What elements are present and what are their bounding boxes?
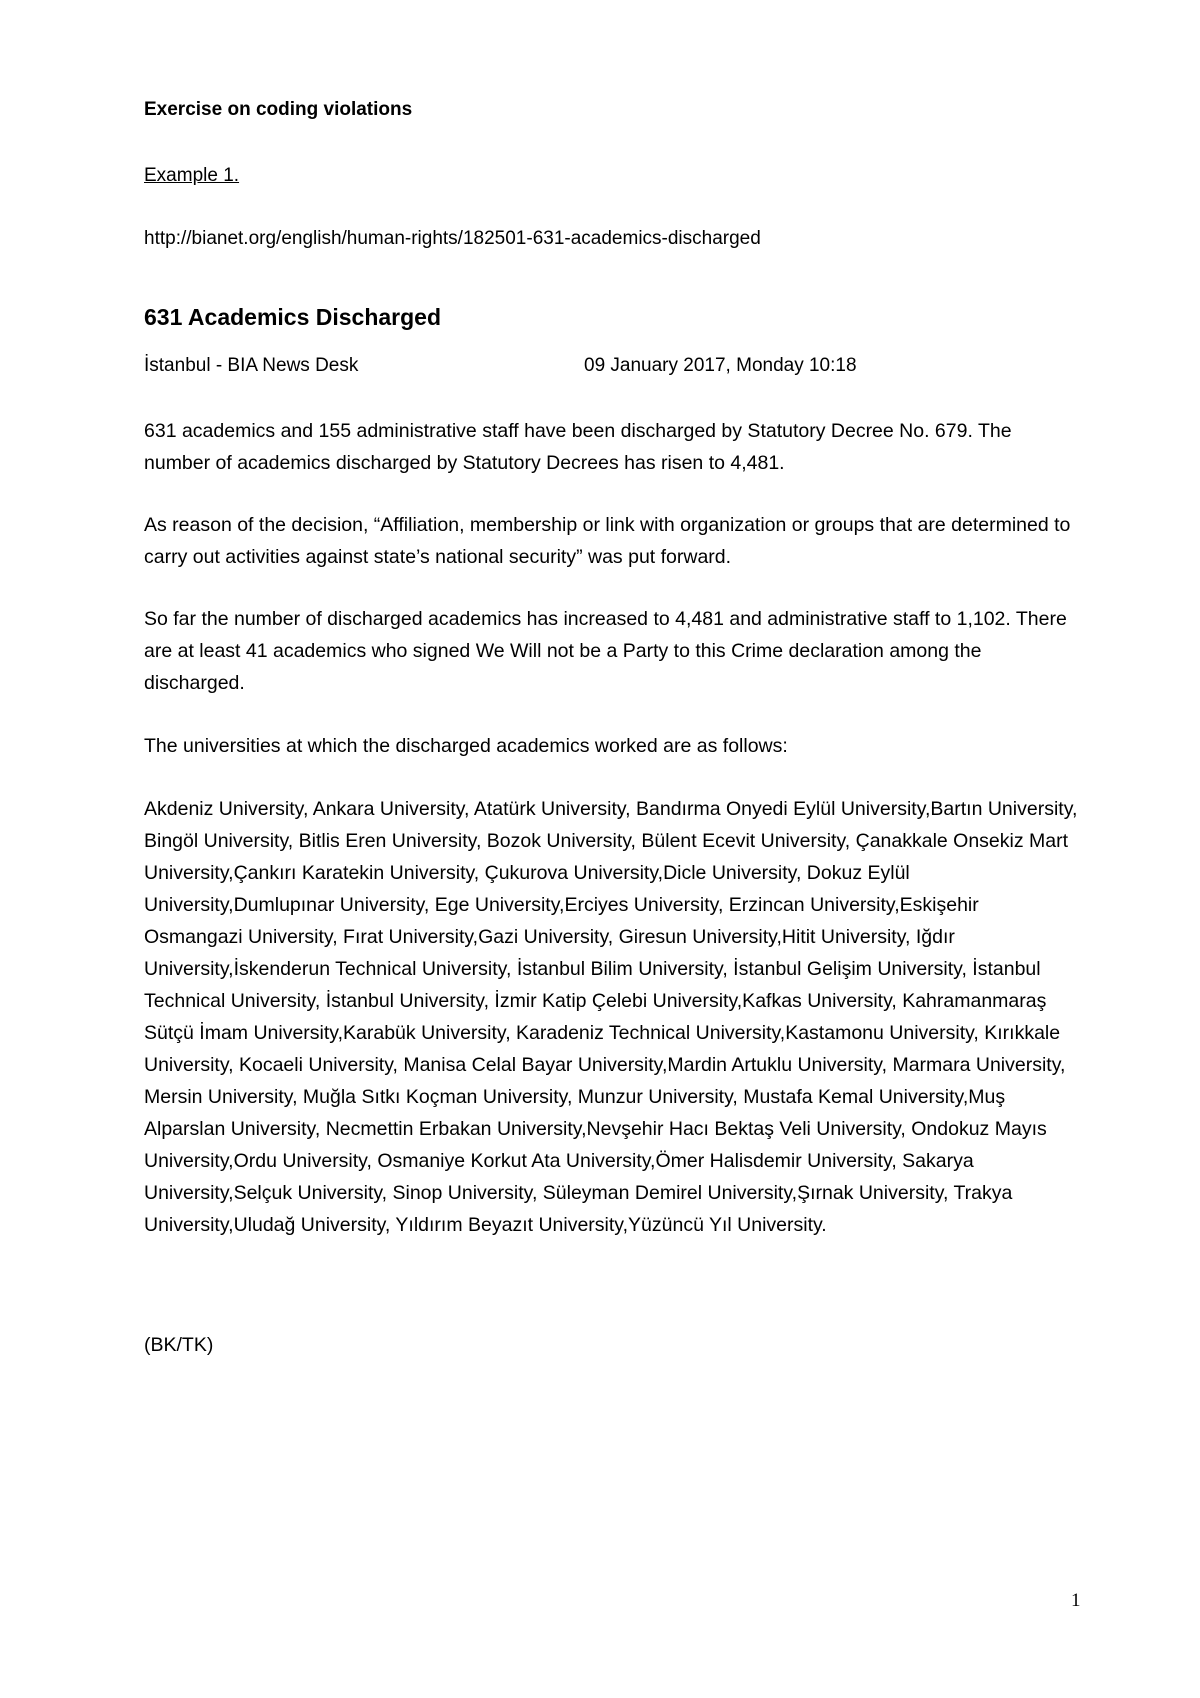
paragraph-signature: (BK/TK) xyxy=(144,1334,214,1356)
paragraph-totals: So far the number of discharged academics has increased to 4,481 and administrative staff to 1,102. There are at least 41 academics who signed We Will not be a Party to this Crime declaration among the discharged. xyxy=(144,608,1067,694)
document-title: Exercise on coding violations xyxy=(144,99,413,120)
paragraph-university-list: Akdeniz University, Ankara University, Atatürk University, Bandırma Onyedi Eylül University,Bartın University, Bingöl University, Bitlis Eren University, Bozok University, Bülent Ecevit University, Çanakkale Onsekiz Mart University,Çankırı Karatekin University, Çukurova University,Dicle University, Dokuz Eylül University,Dumlupınar University, Ege University,Erciyes University, Erzincan University,Eskişehir Osmangazi University, Fırat University,Gazi University, Giresun University,Hitit University, Iğdır University,İskenderun Technical University, İstanbul Bilim University, İstanbul Gelişim University, İstanbul Technical University, İstanbul University, İzmir Katip Çelebi University,Kafkas University, Kahramanmaraş Sütçü İmam University,Karabük University, Karadeniz Technical University,Kastamonu University, Kırıkkale University, Kocaeli University, Manisa Celal Bayar University,Mardin Artuklu University, Marmara University, Mersin University, Muğla Sıtkı Koçman University, Munzur University, Mustafa Kemal University,Muş Alparslan University, Necmettin Erbakan University,Nevşehir Hacı Bektaş Veli University, Ondokuz Mayıs University,Ordu University, Osmaniye Korkut Ata University,Ömer Halisdemir University, Sakarya University,Selçuk University, Sinop University, Süleyman Demirel University,Şırnak University, Trakya University,Uludağ University, Yıldırım Beyazıt University,Yüzüncü Yıl University. xyxy=(144,798,1078,1236)
article-location: İstanbul - BIA News Desk xyxy=(144,355,359,376)
example-label: Example 1. xyxy=(144,165,240,186)
paragraph-reason: As reason of the decision, “Affiliation, membership or link with organization or groups that are determined to carry out activities against state’s national security” was put forward. xyxy=(144,514,1071,568)
page-number: 1 xyxy=(1071,1590,1081,1611)
article-title: 631 Academics Discharged xyxy=(144,304,442,330)
paragraph-universities-intro: The universities at which the discharged academics worked are as follows: xyxy=(144,735,788,757)
article-date: 09 January 2017, Monday 10:18 xyxy=(584,355,857,376)
source-url: http://bianet.org/english/human-rights/182501-631-academics-discharged xyxy=(144,228,761,249)
paragraph-decree: 631 academics and 155 administrative staff have been discharged by Statutory Decree No. 679. The number of academics discharged by Statutory Decrees has risen to 4,481. xyxy=(144,420,1012,474)
